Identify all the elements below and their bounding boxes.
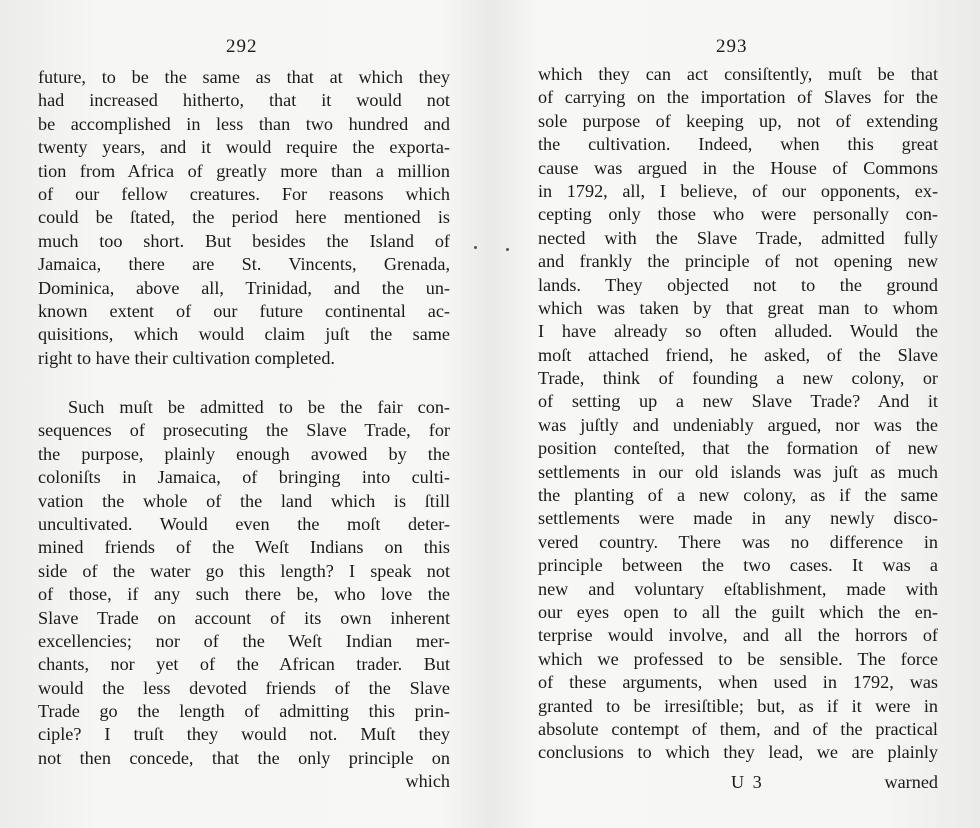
text-line: Trade go the length of admitting this prin- — [38, 701, 450, 722]
text-line: of setting up a new Slave Trade? And it — [538, 391, 938, 412]
text-line: cepting only those who were personally con- — [538, 204, 938, 225]
text-line: settlements were made in any newly disco- — [538, 508, 938, 529]
text-line: principle between the two cases. It was a — [538, 555, 938, 576]
right-page-number: 293 — [716, 36, 748, 57]
text-line: Slave Trade on account of its own inherent — [38, 607, 450, 628]
text-line: side of the water go this length? I speak not — [38, 560, 450, 581]
text-line: the cultivation. Indeed, when this great — [538, 134, 938, 155]
text-line: future, to be the same as that at which they — [38, 67, 450, 87]
text-line: had increased hitherto, that it would not — [38, 90, 450, 111]
text-line: of those, if any such there be, who love the — [38, 584, 450, 605]
text-line: uncultivated. Would even the moſt deter- — [38, 513, 450, 534]
text-line: the planting of a new colony, as if the same — [538, 485, 938, 506]
text-line: of our fellow creatures. For reasons which — [38, 183, 450, 204]
text-line: vation the whole of the land which is ſtill — [38, 490, 450, 511]
text-line: coloniſts in Jamaica, of bringing into culti- — [38, 467, 450, 488]
text-line: and frankly the principle of not opening new — [538, 251, 938, 272]
text-line: chants, nor yet of the African trader. But — [38, 654, 450, 675]
text-line: our eyes open to all the guilt which the en- — [538, 601, 938, 622]
text-line: excellencies; nor of the Weſt Indian mer- — [38, 630, 450, 651]
text-line: not then concede, that the only principle on — [38, 747, 450, 768]
right-page — [538, 0, 938, 828]
catchword: warned — [884, 772, 938, 792]
text-line: the purpose, plainly enough avowed by the — [38, 443, 450, 464]
right-page-footer — [538, 770, 938, 794]
left-paragraph-2 — [38, 396, 450, 794]
right-paragraph-1 — [538, 63, 938, 765]
text-line: nected with the Slave Trade, admitted fully — [538, 227, 938, 248]
text-line: mined friends of the Weſt Indians on this — [38, 537, 450, 558]
text-line: Jamaica, there are St. Vincents, Grenada, — [38, 254, 450, 275]
left-paragraph-1 — [38, 66, 450, 370]
text-line: cause was argued in the House of Commons — [538, 157, 938, 178]
text-line: Such muſt be admitted to be the fair con- — [68, 397, 450, 417]
text-line: terprise would involve, and all the horrors of — [538, 625, 938, 646]
text-line: conclusions to which they lead, we are plainly — [538, 742, 938, 763]
text-line: which was taken by that great man to whom — [538, 297, 938, 318]
text-line: right to have their cultivation completed. — [38, 347, 335, 368]
text-line: lands. They objected not to the ground — [538, 274, 938, 295]
text-line: I have already so often alluded. Would the — [538, 321, 938, 342]
text-line: known extent of our future continental ac- — [38, 300, 450, 321]
text-line: ciple? I truſt they would not. Muſt they — [38, 724, 450, 745]
text-line: would the less devoted friends of the Slave — [38, 677, 450, 698]
text-line: sequences of prosecuting the Slave Trade, for — [38, 420, 450, 441]
text-line: quisitions, which would claim juſt the same — [38, 324, 450, 345]
gutter-speck — [506, 248, 509, 251]
text-line: moſt attached friend, he asked, of the Slave — [538, 344, 938, 365]
text-line: Trade, think of founding a new colony, or — [538, 368, 938, 389]
text-line: new and voluntary eſtablishment, made with — [538, 578, 938, 599]
text-line: absolute contempt of them, and of the practical — [538, 718, 938, 739]
text-line: Dominica, above all, Trinidad, and the un- — [38, 277, 450, 298]
text-line: of carrying on the importation of Slaves for the — [538, 87, 938, 108]
text-line: much too short. But besides the Island of — [38, 230, 450, 251]
text-line: which they can act consiſtently, muſt be that — [538, 64, 938, 84]
text-line: sole purpose of keeping up, not of extending — [538, 110, 938, 131]
text-line: be accomplished in less than two hundred and — [38, 113, 450, 134]
gutter-speck — [474, 246, 477, 249]
left-page — [38, 0, 450, 828]
signature-mark: U 3 — [731, 772, 764, 792]
catchword: which — [405, 771, 450, 792]
text-line: granted to be irresiſtible; but, as if it were in — [538, 695, 938, 716]
left-page-number: 292 — [226, 36, 258, 57]
text-line: twenty years, and it would require the exporta- — [38, 137, 450, 158]
text-line: settlements in our old islands was juſt as much — [538, 461, 938, 482]
text-line: which we professed to be sensible. The force — [538, 648, 938, 669]
text-line: tion from Africa of greatly more than a million — [38, 160, 450, 181]
text-line: was juſtly and undeniably argued, nor was the — [538, 414, 938, 435]
text-line: vered country. There was no difference in — [538, 531, 938, 552]
text-line: position conteſted, that the formation of new — [538, 438, 938, 459]
text-line: could be ſtated, the period here mentioned is — [38, 207, 450, 228]
text-line: of these arguments, when used in 1792, was — [538, 672, 938, 693]
text-line: in 1792, all, I believe, of our opponents, ex- — [538, 180, 938, 201]
